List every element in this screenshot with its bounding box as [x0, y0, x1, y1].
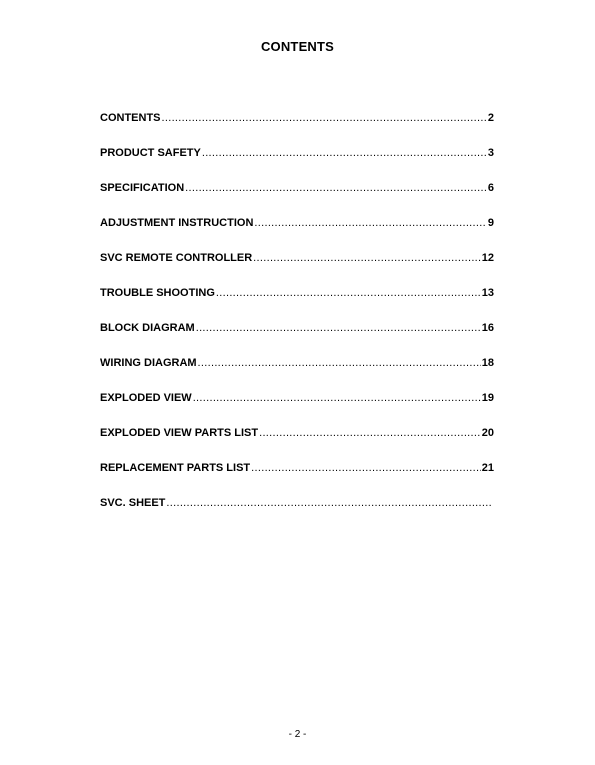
toc-entry-block-diagram[interactable] — [100, 322, 494, 357]
page-number: - 2 - — [288, 729, 307, 740]
toc-entry-page: 12 — [481, 252, 494, 264]
toc-entry-label: BLOCK DIAGRAM — [100, 322, 195, 334]
toc-leader-dots — [202, 147, 487, 159]
toc-entry-contents[interactable] — [100, 112, 494, 147]
toc-leader-dots — [198, 357, 481, 369]
toc-entry-label: CONTENTS — [100, 112, 161, 124]
toc-entry-page: 9 — [487, 217, 494, 229]
toc-leader-dots — [185, 182, 487, 194]
toc-entry-page: 20 — [481, 427, 494, 439]
toc-entry-page: 18 — [481, 357, 494, 369]
toc-entry-label: PRODUCT SAFETY — [100, 147, 201, 159]
toc-entry-label: EXPLODED VIEW — [100, 392, 192, 404]
toc-leader-dots — [162, 112, 487, 124]
toc-entry-page: 3 — [487, 147, 494, 159]
toc-leader-dots — [259, 427, 481, 439]
toc-leader-dots — [253, 252, 481, 264]
toc-entry-page: 19 — [481, 392, 494, 404]
toc-entry-page: 2 — [487, 112, 494, 124]
toc-entry-trouble-shooting[interactable] — [100, 287, 494, 322]
toc-entry-specification[interactable] — [100, 182, 494, 217]
toc-entry-exploded-view-parts-list[interactable] — [100, 427, 494, 462]
toc-entry-label: SVC. SHEET — [100, 497, 166, 509]
toc-entry-exploded-view[interactable] — [100, 392, 494, 427]
page-title: CONTENTS — [260, 39, 335, 54]
toc-entry-label: REPLACEMENT PARTS LIST — [100, 462, 251, 474]
toc-leader-dots — [196, 322, 481, 334]
toc-leader-dots — [166, 497, 493, 509]
table-of-contents — [100, 112, 494, 532]
toc-entry-page: 16 — [481, 322, 494, 334]
toc-entry-page: 6 — [487, 182, 494, 194]
toc-entry-adjustment-instruction[interactable] — [100, 217, 494, 252]
toc-entry-label: WIRING DIAGRAM — [100, 357, 197, 369]
toc-entry-label: EXPLODED VIEW PARTS LIST — [100, 427, 259, 439]
toc-entry-svc-remote-controller[interactable] — [100, 252, 494, 287]
toc-entry-label: ADJUSTMENT INSTRUCTION — [100, 217, 254, 229]
toc-leader-dots — [251, 462, 481, 474]
toc-entry-label: TROUBLE SHOOTING — [100, 287, 215, 299]
toc-entry-replacement-parts-list[interactable] — [100, 462, 494, 497]
toc-leader-dots — [216, 287, 481, 299]
toc-entry-svc-sheet[interactable] — [100, 497, 494, 532]
toc-entry-page: 21 — [481, 462, 494, 474]
toc-leader-dots — [254, 217, 486, 229]
toc-entry-label: SPECIFICATION — [100, 182, 185, 194]
toc-entry-label: SVC REMOTE CONTROLLER — [100, 252, 253, 264]
toc-entry-page: 13 — [481, 287, 494, 299]
toc-entry-wiring-diagram[interactable] — [100, 357, 494, 392]
toc-entry-product-safety[interactable] — [100, 147, 494, 182]
toc-leader-dots — [193, 392, 481, 404]
